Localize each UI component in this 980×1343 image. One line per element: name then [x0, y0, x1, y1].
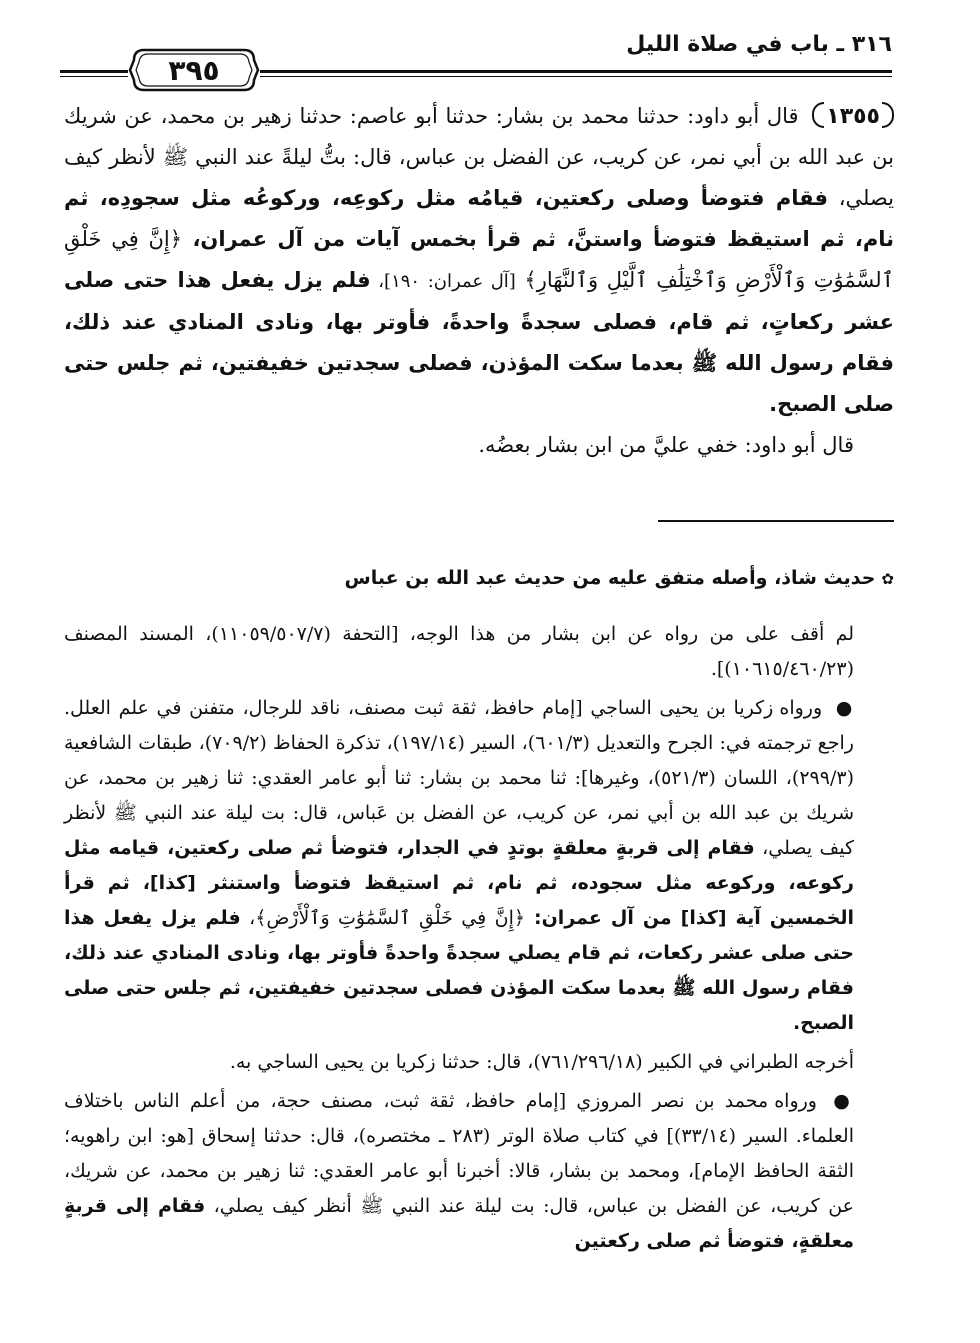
verse-reference: [آل عمران: ١٩٠]،	[370, 271, 516, 292]
note-paragraph: ● ورواه محمد بن نصر المروزي [إمام حافظ، ثقة ثبت، مصنف حجة، من أعلم الناس باختلاف العلماء. السير (٣٣/١٤)] في كتاب صلاة الوتر (٢٨٣ ـ مختصره)، قال: حدثنا إسحاق [هو: ابن راهويه؛ الثقة الحافظ الإمام]، ومحمد بن بشار، قالا: أخبرنا أبو عامر العقدي: ثنا زهير بن محمد، عن شريك، عن كريب، عن الفضل بن عباس، قال: بت ليلة عند النبي ﷺ أنظر كيف يصلي، فقام إلى قربةٍ معلقةٍ، فتوضأ ثم صلى ركعتين	[64, 1090, 854, 1252]
abu-dawud-remark: قال أبو داود: خفي عليَّ من ابن بشار بعضُه.	[478, 433, 854, 457]
note-paragraph: أخرجه الطبراني في الكبير (٧٦١/٢٩٦/١٨)، قال: حدثنا زكريا بن يحيى الساجي به.	[229, 1051, 854, 1073]
hadith-segment-bold: فقام فتوضأ وصلى ركعتين، قيامُه مثل ركوعِه، وركوعُه مثل سجودِه، ثم نام، ثم استيقظ فتوضأ واستنَّ، ثم قرأ بخمس آيات من آل عمران،	[64, 186, 894, 251]
page-number: ٣٩٥	[168, 53, 220, 87]
quran-verse: ﴿إِنَّ فِي خَلْقِ ٱلسَّمَٰوَٰتِ وَٱلْأَرْضِ وَٱخْتِلَٰفِ ٱلَّيْلِ وَٱلنَّهَارِ﴾	[64, 227, 894, 292]
running-title: ٣١٦ ـ باب في صلاة الليل	[626, 32, 892, 57]
page-header	[60, 18, 892, 88]
hadith-segment-bold: فلم يزل يفعل هذا حتى صلى عشر ركعاتٍ، ثم قام، فصلى سجدةً واحدةً، فأوتر بها، ونادى المنادي عند ذلك، فقام رسول الله ﷺ بعدما سكت المؤذن، فصلى سجدتين خفيفتين، ثم جلس حتى صلى الصبح.	[64, 268, 894, 416]
bullet-icon: ●	[835, 697, 854, 719]
hadith-text	[64, 96, 894, 466]
note-paragraph: ● ورواه زكريا بن يحيى الساجي [إمام حافظ، ثقة ثبت مصنف، ناقد للرجال، متفنن في علم العلل. راجع ترجمته في: الجرح والتعديل (٦٠١/٣)، السير (١٩٧/١٤)، تذكرة الحفاظ (٧٠٩/٢)، طبقات الشافعية (٢٩٩/٣)، اللسان (٥٢١/٣)، وغيرها]: ثنا محمد بن بشار: ثنا أبو عامر العقدي: ثنا زهير بن محمد، عن شريك بن عبد الله بن أبي نمر، عن كريب، عن الفضل بن عَباس، قال: بت ليلة عند النبي ﷺ لأنظر كيف يصلي، فقام إلى قربةٍ معلقةٍ بوتدٍ في الجدار، فتوضأ ثم صلى ركعتين، قيامه مثل ركوعه، وركوعه مثل سجوده، ثم نام، ثم استيقظ فتوضأ واستنثر [كذا]، ثم قرأ الخمسين آية [كذا] من آل عمران: ﴿إِنَّ فِي خَلْقِ ٱلسَّمَٰوَٰتِ وَٱلْأَرْضِ﴾، فلم يزل يفعل هذا حتى صلى عشر ركعات، ثم قام يصلي سجدةً واحدةً فأوتر بها، ونادى المنادي عند ذلك، فقام رسول الله ﷺ بعدما سكت المؤذن فصلى سجدتين خفيفتين، ثم جلس حتى صلى الصبح.	[64, 697, 854, 1034]
page-number-frame	[128, 44, 260, 96]
hadith-paragraph	[64, 96, 894, 425]
bullet-icon: ●	[833, 1090, 854, 1112]
ruling-title: ✿حديث شاذ، وأصله متفق عليه من حديث عبد الله بن عباس	[64, 559, 894, 598]
note-paragraph: لم أقف على من رواه عن ابن بشار من هذا الوجه، [التحفة (١١٠٥٩/٥٠٧/٧)، المسند المصنف (١٠٦١٥/٤٦٠/٢٣)].	[64, 623, 854, 680]
commentary	[64, 540, 894, 1263]
hadith-segment: قال أبو داود: حدثنا محمد بن بشار: حدثنا أبو عاصم: حدثنا زهير بن محمد، عن شريك بن عبد الله بن أبي نمر، عن كريب، عن الفضل بن عباس، قال: بتُّ ليلةً عند النبي ﷺ لأنظر كيف يصلي،	[64, 104, 894, 210]
footnote-divider	[658, 520, 894, 522]
flower-icon: ✿	[881, 570, 894, 588]
hadith-number: ١٣٥٥	[812, 96, 894, 137]
